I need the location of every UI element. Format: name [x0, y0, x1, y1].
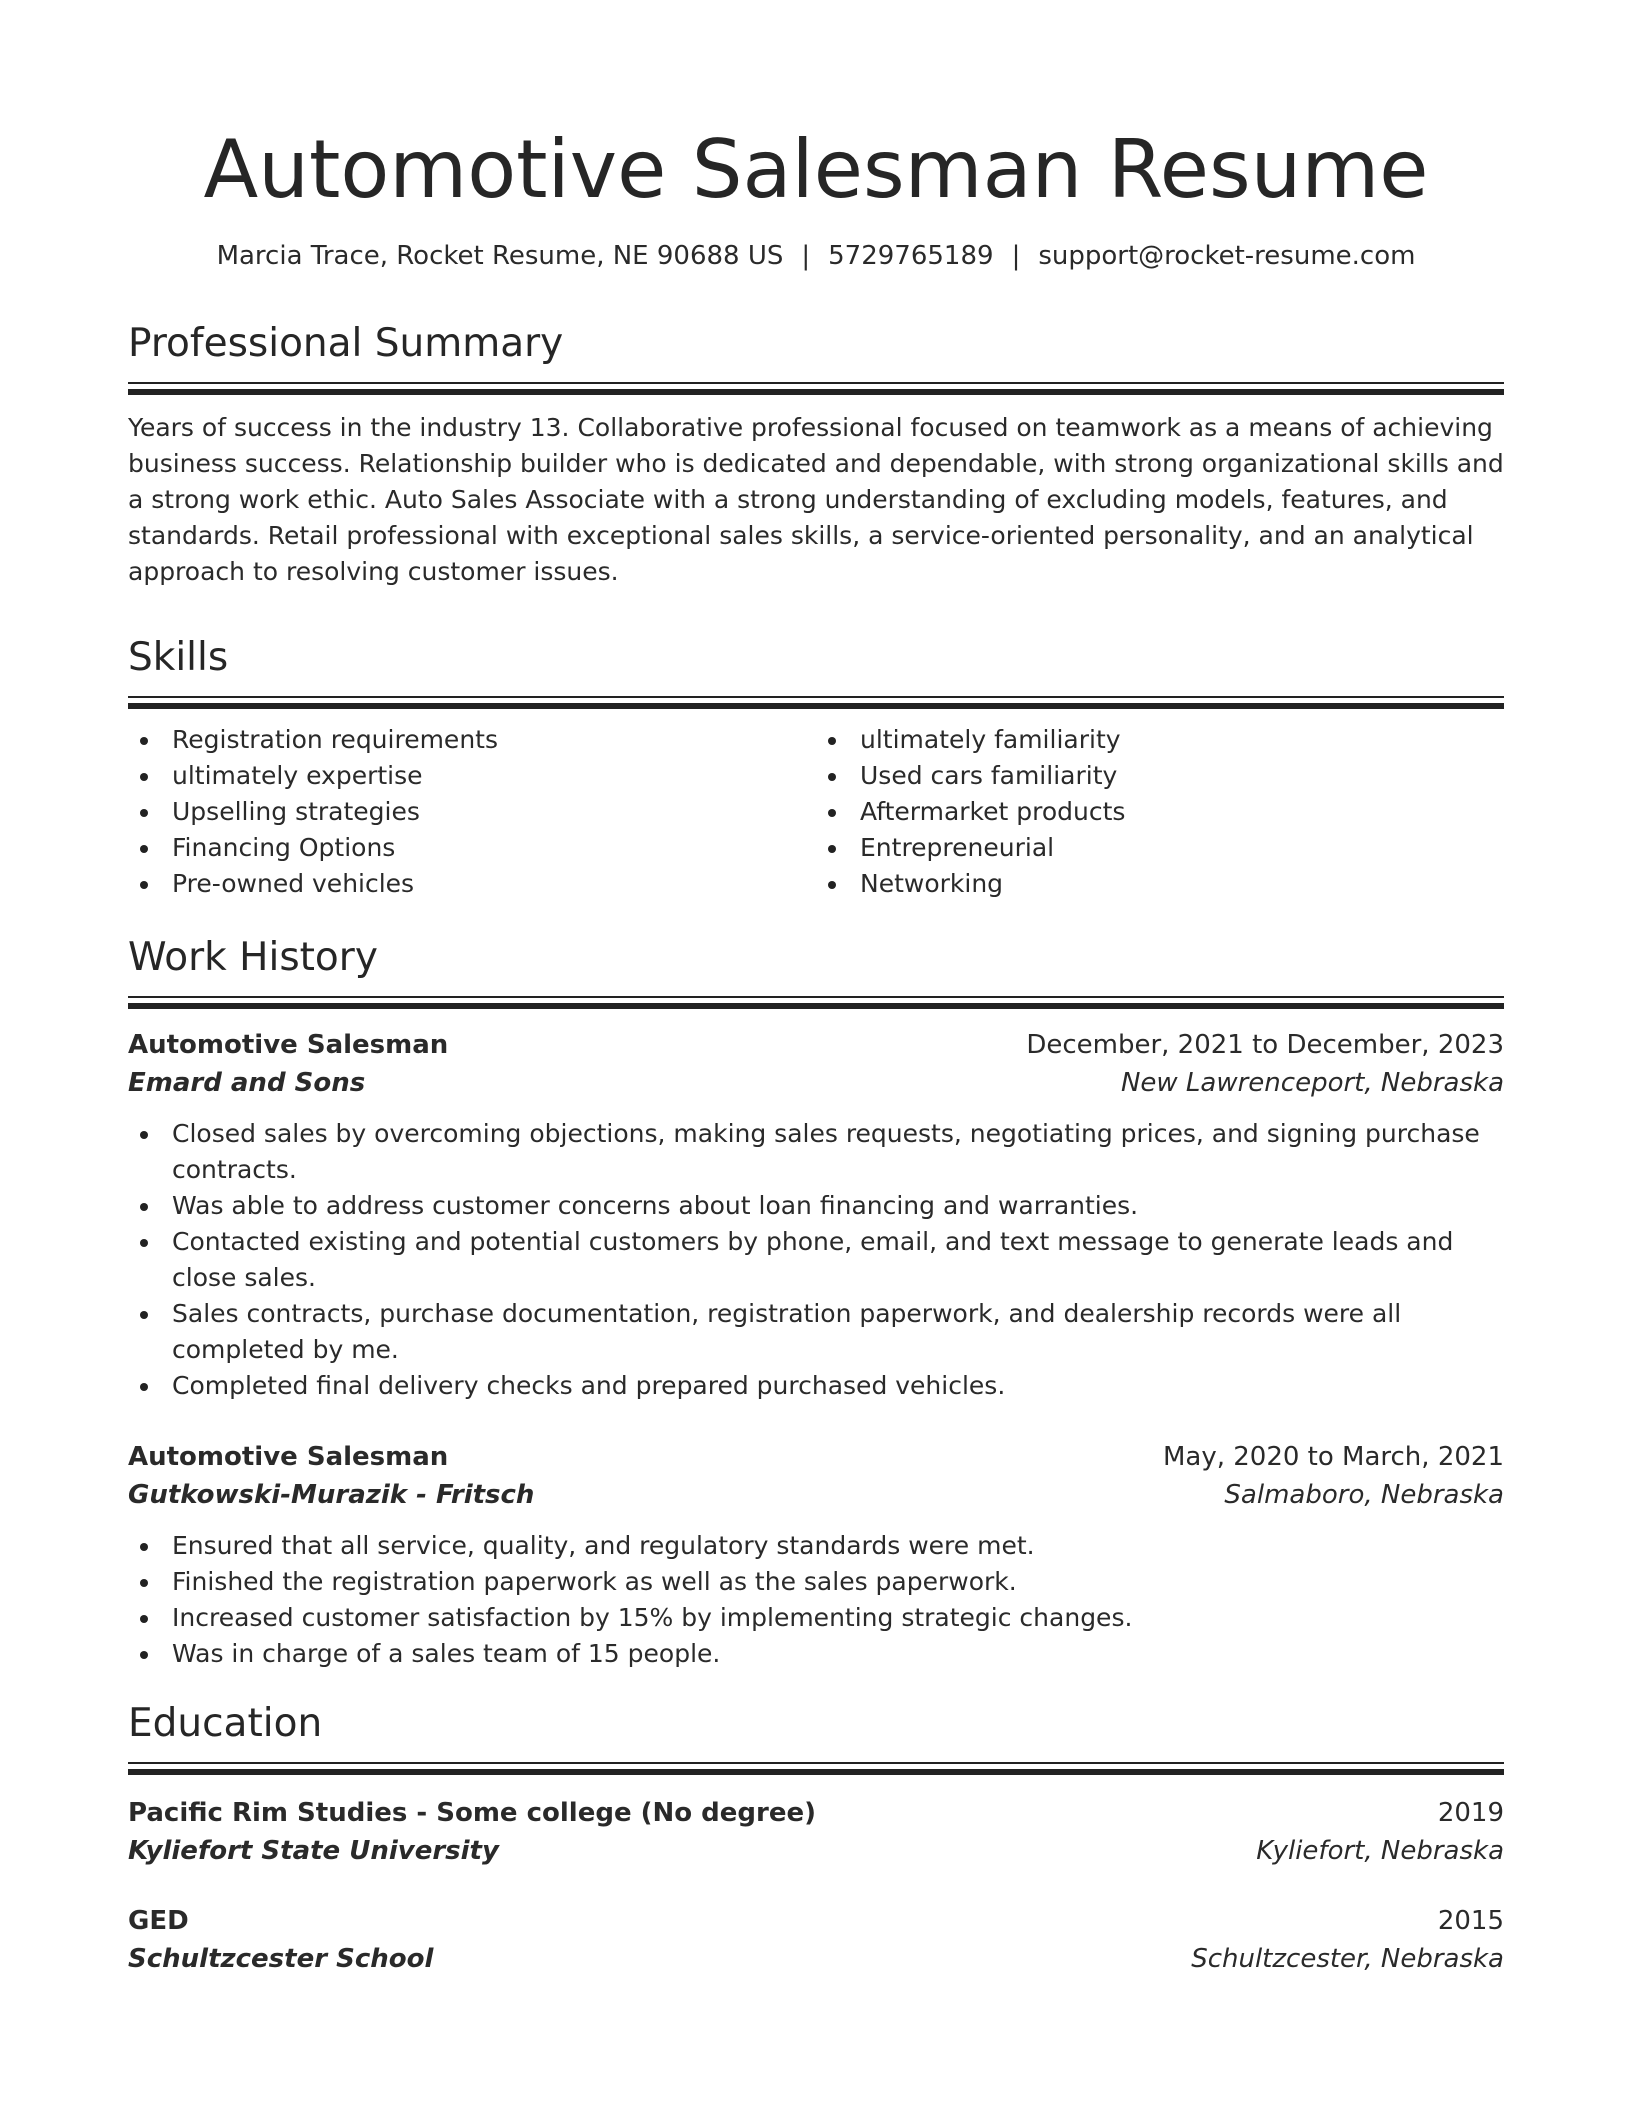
job-duty: Sales contracts, purchase documentation, registration paperwork, and dealership records were all completed by me. [128, 1296, 1504, 1368]
skills-section [128, 634, 1504, 902]
work-section [128, 934, 1504, 1672]
education-location: Schultzcester, Nebraska [1191, 1944, 1504, 1974]
skill-item: ultimately expertise [128, 758, 816, 794]
job-company: Emard and Sons [128, 1068, 366, 1098]
education-school-row [128, 1940, 1504, 1978]
resume-title: Automotive Salesman Resume [203, 123, 1429, 216]
skill-item: Entrepreneurial [816, 830, 1504, 866]
resume-page [128, 0, 1504, 1978]
job-location: New Lawrenceport, Nebraska [1120, 1068, 1504, 1098]
skill-item: ultimately familiarity [816, 722, 1504, 758]
contact-line [128, 238, 1504, 274]
contact-separator: | [1011, 241, 1021, 271]
section-divider [128, 696, 1504, 710]
education-location: Kyliefort, Nebraska [1256, 1836, 1504, 1866]
section-heading-work: Work History [128, 935, 378, 980]
section-heading-summary: Professional Summary [128, 321, 564, 366]
contact-phone: 5729765189 [828, 241, 994, 271]
job-duty: Ensured that all service, quality, and regulatory standards were met. [128, 1528, 1504, 1564]
job-entry [128, 1026, 1504, 1404]
skill-item: Financing Options [128, 830, 816, 866]
job-company: Gutkowski-Murazik - Fritsch [128, 1480, 535, 1510]
job-duty: Was in charge of a sales team of 15 people. [128, 1636, 1504, 1672]
job-header-row [128, 1026, 1504, 1064]
summary-section [128, 320, 1504, 590]
skills-columns [128, 722, 1504, 902]
job-entry [128, 1438, 1504, 1672]
job-company-row [128, 1476, 1504, 1514]
skill-item: Aftermarket products [816, 794, 1504, 830]
section-divider [128, 1762, 1504, 1776]
job-duty: Increased customer satisfaction by 15% by implementing strategic changes. [128, 1600, 1504, 1636]
education-school: Kyliefort State University [128, 1836, 499, 1866]
skill-item: Pre-owned vehicles [128, 866, 816, 902]
job-duty: Completed final delivery checks and prepared purchased vehicles. [128, 1368, 1504, 1404]
job-duty: Contacted existing and potential customers by phone, email, and text message to generate leads and close sales. [128, 1224, 1504, 1296]
education-entry [128, 1794, 1504, 1870]
contact-email[interactable]: support@rocket-resume.com [1038, 241, 1416, 271]
section-heading-skills: Skills [128, 635, 229, 680]
job-header-row [128, 1438, 1504, 1476]
skill-item: Networking [816, 866, 1504, 902]
education-school-row [128, 1832, 1504, 1870]
job-dates: May, 2020 to March, 2021 [1162, 1442, 1504, 1472]
skill-item: Used cars familiarity [816, 758, 1504, 794]
section-heading-education: Education [128, 1701, 323, 1746]
education-header-row [128, 1794, 1504, 1832]
summary-text: Years of success in the industry 13. Collaborative professional focused on teamwork as a means of achieving business success. Relationship builder who is dedicated and dependable, with strong organizational skills and a strong work ethic. Auto Sales Associate with a strong understanding of excluding models, features, and standards. Retail professional with exceptional sales skills, a service-oriented personality, and an analytical approach to resolving customer issues. [128, 413, 1504, 586]
education-header-row [128, 1902, 1504, 1940]
skills-list-left [128, 722, 816, 902]
job-duties [128, 1528, 1504, 1672]
contact-address: Marcia Trace, Rocket Resume, NE 90688 US [216, 241, 784, 271]
section-divider [128, 996, 1504, 1010]
education-year: 2015 [1437, 1906, 1504, 1936]
job-duties [128, 1116, 1504, 1404]
education-degree: GED [128, 1906, 189, 1936]
job-title: Automotive Salesman [128, 1442, 449, 1472]
job-location: Salmaboro, Nebraska [1224, 1480, 1504, 1510]
skills-list-right [816, 722, 1504, 902]
skill-item: Registration requirements [128, 722, 816, 758]
education-degree: Pacific Rim Studies - Some college (No degree) [128, 1798, 817, 1828]
job-duty: Finished the registration paperwork as well as the sales paperwork. [128, 1564, 1504, 1600]
education-year: 2019 [1437, 1798, 1504, 1828]
skill-item: Upselling strategies [128, 794, 816, 830]
education-entry [128, 1902, 1504, 1978]
job-duty: Was able to address customer concerns about loan financing and warranties. [128, 1188, 1504, 1224]
education-school: Schultzcester School [128, 1944, 434, 1974]
job-title: Automotive Salesman [128, 1030, 449, 1060]
job-company-row [128, 1064, 1504, 1102]
section-divider [128, 382, 1504, 396]
job-dates: December, 2021 to December, 2023 [1026, 1030, 1504, 1060]
job-duty: Closed sales by overcoming objections, making sales requests, negotiating prices, and signing purchase contracts. [128, 1116, 1504, 1188]
education-section [128, 1700, 1504, 1978]
contact-separator: | [801, 241, 811, 271]
